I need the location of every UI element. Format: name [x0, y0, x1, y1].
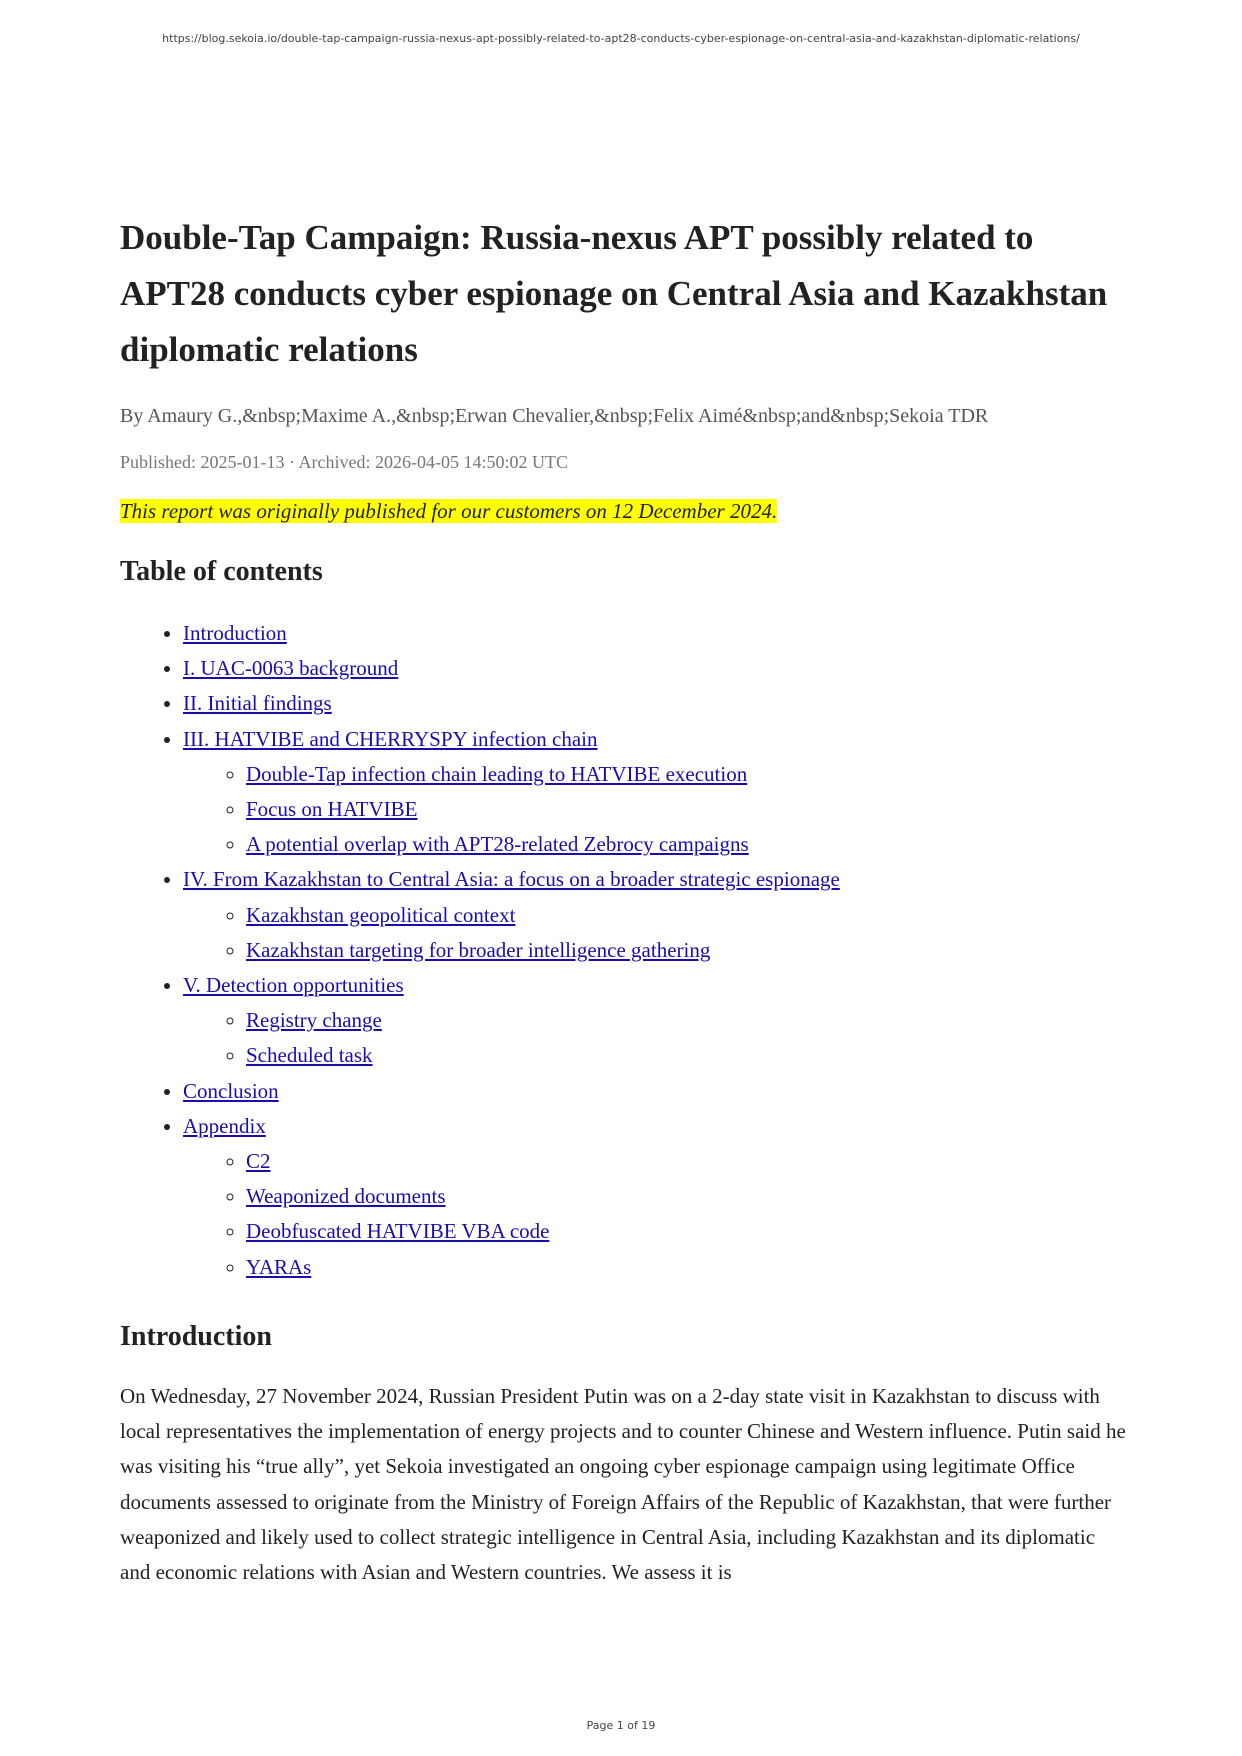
- toc-subitem: [246, 827, 1130, 862]
- toc-link-conclusion[interactable]: Conclusion: [183, 1078, 279, 1103]
- article: [120, 210, 1130, 1591]
- toc-link-scheduled-task[interactable]: Scheduled task: [246, 1043, 373, 1068]
- toc-subitem: [246, 1214, 1130, 1249]
- toc-link-uac-0063-background[interactable]: I. UAC-0063 background: [183, 656, 399, 681]
- toc-link-registry-change[interactable]: Registry change: [246, 1008, 382, 1033]
- publish-date: Published: 2025-01-13 · Archived: 2026-04-05 14:50:02 UTC: [120, 452, 568, 472]
- toc-subitem: [246, 1250, 1130, 1285]
- toc-item: [183, 968, 1130, 1074]
- toc-subitem: [246, 757, 1130, 792]
- toc-subitem: [246, 1179, 1130, 1214]
- toc-subitem: [246, 1038, 1130, 1073]
- toc-item: [183, 616, 1130, 651]
- toc-link-focus-hatvibe[interactable]: Focus on HATVIBE: [246, 797, 418, 822]
- toc-link-initial-findings[interactable]: II. Initial findings: [183, 691, 332, 716]
- toc-subitem: [246, 792, 1130, 827]
- toc-item: [183, 862, 1130, 968]
- toc-item: [183, 1109, 1130, 1285]
- toc-subitem: [246, 1003, 1130, 1038]
- toc-sublist: [183, 1144, 1130, 1285]
- toc-link-intelligence-gathering[interactable]: Kazakhstan targeting for broader intelligence gathering: [246, 937, 711, 962]
- toc-sublist: [183, 898, 1130, 968]
- toc-sublist: [183, 1003, 1130, 1073]
- toc-link-double-tap-chain[interactable]: Double-Tap infection chain leading to HATVIBE execution: [246, 761, 748, 786]
- introduction-paragraph: On Wednesday, 27 November 2024, Russian President Putin was on a 2-day state visit in Kazakhstan to discuss with local representatives the implementation of energy projects and to counter Chinese and Western influence. Putin said he was visiting his “true ally”, yet Sekoia investigated an ongoing cyber espionage campaign using legitimate Office documents assessed to originate from the Ministry of Foreign Affairs of the Republic of Kazakhstan, that were further weaponized and likely used to collect strategic intelligence in Central Asia, including Kazakhstan and its diplomatic and economic relations with Asian and Western countries. We assess it is: [120, 1383, 1126, 1585]
- toc-link-appendix[interactable]: Appendix: [183, 1113, 266, 1138]
- toc-link-zebrocy-overlap[interactable]: A potential overlap with APT28-related Zebrocy campaigns: [246, 832, 749, 857]
- toc-subitem: [246, 1144, 1130, 1179]
- highlighted-note-text: This report was originally published for our customers on 12 December 2024.: [120, 499, 778, 523]
- toc-link-c2[interactable]: C2: [246, 1149, 271, 1174]
- toc-link-introduction[interactable]: Introduction: [183, 621, 287, 645]
- introduction-heading: Introduction: [120, 1320, 272, 1352]
- toc-subitem: [246, 933, 1130, 968]
- toc-link-yaras[interactable]: YARAs: [246, 1254, 312, 1279]
- toc-heading: Table of contents: [120, 556, 323, 587]
- byline: By Amaury G.,&nbsp;Maxime A.,&nbsp;Erwan Chevalier,&nbsp;Felix Aimé&nbsp;and&nbsp;Sekoia TDR: [120, 405, 989, 427]
- toc-link-geopolitical-context[interactable]: Kazakhstan geopolitical context: [246, 902, 516, 927]
- toc-item: [183, 722, 1130, 863]
- toc-item: [183, 1074, 1130, 1109]
- toc-link-strategic-espionage[interactable]: IV. From Kazakhstan to Central Asia: a focus on a broader strategic espionage: [183, 867, 840, 892]
- highlighted-note: [120, 496, 1130, 526]
- toc-item: [183, 686, 1130, 721]
- toc-item: [183, 651, 1130, 686]
- toc-sublist: [183, 757, 1130, 863]
- source-url: https://blog.sekoia.io/double-tap-campaign-russia-nexus-apt-possibly-related-to-apt28-conducts-cyber-espionage-on-central-asia-and-kazakhstan-diplomatic-relations/: [162, 32, 1080, 45]
- toc-link-detection-opportunities[interactable]: V. Detection opportunities: [183, 973, 404, 998]
- toc-link-vba-code[interactable]: Deobfuscated HATVIBE VBA code: [246, 1219, 550, 1244]
- article-title: Double-Tap Campaign: Russia-nexus APT possibly related to APT28 conducts cyber espionage on Central Asia and Kazakhstan diplomatic relations: [120, 218, 1108, 369]
- toc-link-weaponized-documents[interactable]: Weaponized documents: [246, 1184, 446, 1209]
- toc-subitem: [246, 898, 1130, 933]
- page-number: Page 1 of 19: [586, 1719, 656, 1732]
- table-of-contents: [120, 616, 1130, 1285]
- toc-link-infection-chain[interactable]: III. HATVIBE and CHERRYSPY infection chain: [183, 726, 598, 751]
